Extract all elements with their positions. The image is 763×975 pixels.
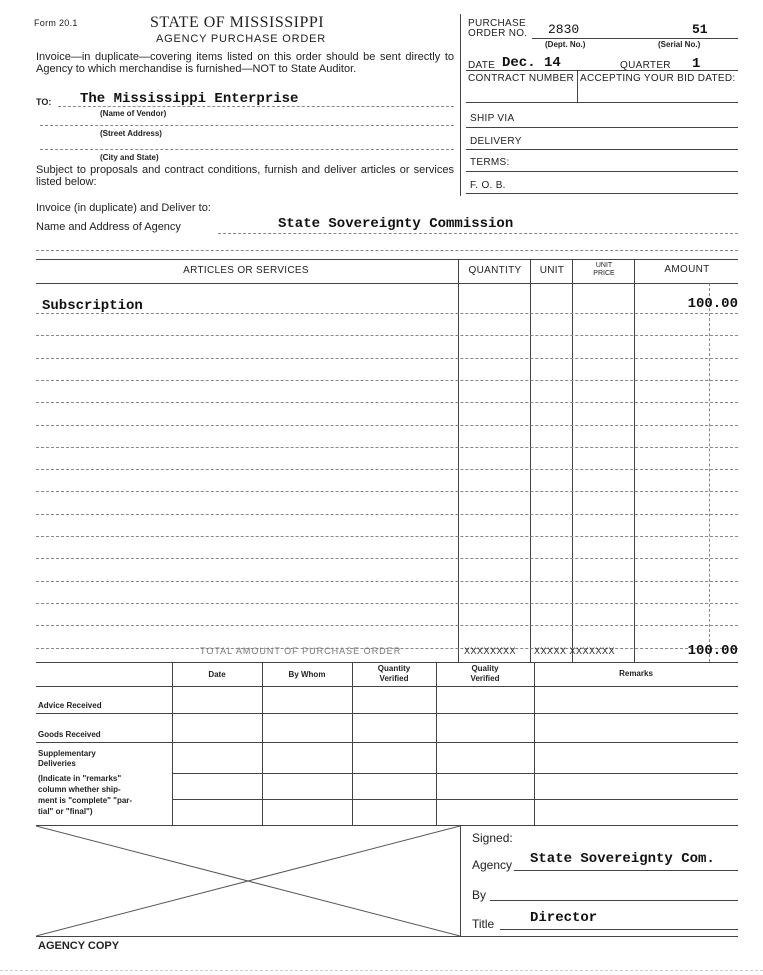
indicate-line-2: column whether ship- [38, 785, 121, 794]
signed-label: Signed: [472, 831, 513, 845]
sig-title-value: Director [530, 910, 598, 926]
city-line [40, 149, 454, 150]
col-qty-verified [352, 664, 436, 684]
state-title: STATE OF MISSISSIPPI [150, 14, 325, 31]
items-row-line [36, 625, 738, 626]
items-row-line [36, 469, 738, 470]
contract-divider [577, 71, 578, 102]
divider-unit [530, 259, 531, 662]
city-caption: (City and State) [100, 153, 159, 162]
quarter-value: 1 [692, 56, 701, 72]
goods-received-label: Goods Received [38, 730, 101, 739]
contract-label: CONTRACT NUMBER [468, 73, 574, 84]
ship-via-label: SHIP VIA [470, 113, 515, 124]
sig-by-label: By [472, 888, 487, 902]
col-quality-verified [436, 664, 534, 684]
col-unit-price-line-2: PRICE [593, 270, 615, 277]
quarter-label: QUARTER [620, 60, 671, 71]
supp-row-line-2 [172, 799, 738, 800]
dept-number: 2830 [548, 22, 580, 37]
fob-label: F. O. B. [470, 180, 506, 191]
sig-agency-label: Agency [472, 858, 513, 872]
items-row-line [36, 402, 738, 403]
total-label: TOTAL AMOUNT OF PURCHASE ORDER [200, 646, 402, 656]
street-caption: (Street Address) [100, 129, 162, 138]
items-row-line [36, 491, 738, 492]
cross-graphic [36, 826, 460, 936]
accepting-label: ACCEPTING YOUR BID DATED: [580, 73, 736, 84]
vendor-name: The Mississippi Enterprise [80, 91, 299, 107]
subject-text: Subject to proposals and contract conditions, furnish and deliver articles or services listed below: [36, 164, 454, 188]
form-title: AGENCY PURCHASE ORDER [156, 33, 327, 45]
vendor-name-caption: (Name of Vendor) [100, 109, 167, 118]
col-unit: UNIT [539, 265, 565, 276]
col-quality-line-1: Quality [471, 664, 499, 673]
sig-by-line [490, 900, 738, 901]
divider-unit-price [572, 259, 573, 662]
agency-address-label: Name and Address of Agency [36, 221, 181, 233]
perforation-line [0, 970, 763, 971]
date-label: DATE [468, 60, 496, 71]
indicate-line-4: tial" or "final") [38, 807, 93, 816]
divider-cents [709, 283, 710, 662]
item-amount: 100.00 [687, 296, 738, 312]
date-line [466, 70, 738, 71]
indicate-line-1: (Indicate in "remarks" [38, 774, 122, 783]
form-bottom-border [36, 936, 738, 937]
agency-copy-label: AGENCY COPY [38, 940, 120, 952]
sig-agency-line [514, 870, 738, 871]
supplementary-line-2: Deliveries [38, 759, 76, 768]
items-row-line [36, 558, 738, 559]
goods-row-line [36, 742, 738, 743]
agency-address-value: State Sovereignty Commission [278, 216, 514, 232]
invoice-deliver-label: Invoice (in duplicate) and Deliver to: [36, 202, 211, 214]
col-by-whom: By Whom [288, 670, 326, 679]
divider-quantity [458, 259, 459, 662]
total-row-bottom [36, 662, 738, 663]
ship-via-line [466, 127, 738, 128]
total-value: 100.00 [687, 643, 738, 659]
form-number: Form 20.1 [34, 18, 78, 28]
items-row-line [36, 603, 738, 604]
items-row-line [36, 335, 738, 336]
serial-number: 51 [692, 22, 708, 37]
supp-row-line-1 [172, 773, 738, 774]
po-label-2: ORDER NO. [468, 28, 528, 39]
po-label-1: PURCHASE [468, 18, 526, 29]
sig-title-label: Title [472, 917, 495, 931]
agency-address-line-2 [36, 250, 738, 251]
advice-received-label: Advice Received [38, 701, 102, 710]
items-row-line [36, 514, 738, 515]
item-article: Subscription [42, 298, 143, 314]
col-quality-line-2: Verified [470, 674, 500, 683]
total-x1: XXXXXXXX [464, 646, 517, 656]
sig-agency-value: State Sovereignty Com. [530, 851, 715, 867]
items-row-line [36, 358, 738, 359]
sig-title-line [500, 929, 738, 930]
col-qty-verified-line-2: Verified [379, 674, 409, 683]
po-number-line [532, 38, 738, 39]
items-row-line [36, 425, 738, 426]
supplementary-line-1: Supplementary [38, 749, 96, 758]
items-row-line [36, 380, 738, 381]
col-quantity: QUANTITY [468, 265, 522, 276]
col-unit-price [574, 262, 634, 278]
items-row-line [36, 313, 738, 314]
signature-divider [460, 826, 461, 936]
date-value: Dec. 14 [502, 55, 561, 71]
contract-line [466, 102, 738, 103]
col-remarks: Remarks [619, 669, 653, 678]
delivery-label: DELIVERY [470, 136, 522, 147]
street-line [40, 125, 454, 126]
col-date: Date [208, 670, 226, 679]
vendor-name-line [58, 106, 454, 107]
col-qty-verified-line-1: Quantity [377, 664, 411, 673]
items-row-line [36, 536, 738, 537]
order-box-border [460, 14, 461, 196]
serial-caption: (Serial No.) [658, 40, 701, 49]
terms-line [466, 171, 738, 172]
to-label: TO: [36, 97, 52, 107]
col-unit-price-line-1: UNIT [595, 262, 613, 269]
indicate-note [38, 773, 132, 817]
supplementary-label [38, 749, 96, 769]
crossed-out-box [36, 826, 460, 936]
items-row-line [36, 447, 738, 448]
advice-row-line [36, 713, 738, 714]
items-header-bottom [36, 283, 738, 284]
delivery-line [466, 149, 738, 150]
agency-address-line [218, 233, 738, 234]
indicate-line-3: ment is "complete" "par- [38, 796, 133, 805]
total-x2: XXXXX XXXXXXX [534, 646, 616, 656]
items-row-line [36, 581, 738, 582]
dept-caption: (Dept. No.) [545, 40, 586, 49]
recv-header-bottom [36, 686, 738, 687]
terms-label: TERMS: [470, 157, 510, 168]
fob-line [466, 193, 738, 194]
items-top-border [36, 259, 738, 260]
col-articles: ARTICLES OR SERVICES [183, 265, 309, 276]
invoice-instruction: Invoice—in duplicate—covering items listed on this order should be sent directly to Agency to which merchandise is furnished—NOT to State Auditor. [36, 51, 454, 75]
divider-amount [634, 259, 635, 662]
col-amount: AMOUNT [664, 264, 710, 275]
